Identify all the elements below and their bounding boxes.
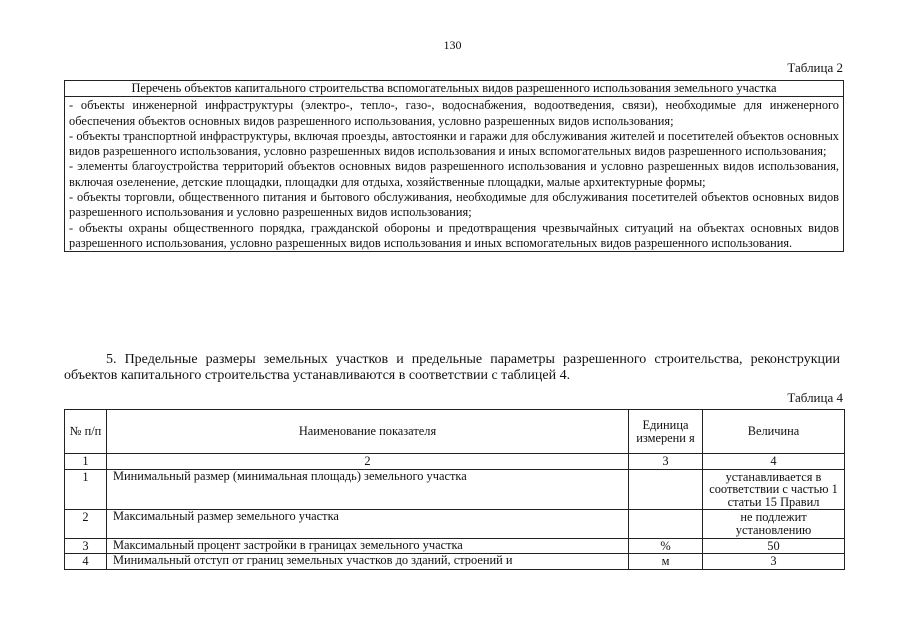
row-value: 3	[703, 554, 845, 570]
row-name	[107, 554, 629, 570]
row-name-text: Минимальный отступ от границ земельных участков до зданий, строений и	[113, 554, 513, 567]
row-num: 4	[65, 554, 107, 570]
row-name: Максимальный размер земельного участка	[107, 510, 629, 538]
list-item: - элементы благоустройства территорий объектов основных видов разрешенного использования и условно разрешенных видов использования, включая озеленение, детские площадки, площадки для отдыха, хозяйственные площадки, малые архитектурные формы;	[69, 159, 839, 189]
row-value: 50	[703, 538, 845, 554]
header-name: Наименование показателя	[107, 410, 629, 454]
index-cell: 4	[703, 454, 845, 470]
row-unit: м	[629, 554, 703, 570]
row-num: 2	[65, 510, 107, 538]
table-2-label: Таблица 2	[787, 60, 843, 75]
index-cell: 2	[107, 454, 629, 470]
table-row	[65, 538, 845, 554]
table-row	[65, 469, 845, 510]
list-item: - объекты инженерной инфраструктуры (электро-, тепло-, газо-, водоснабжения, водоотведения, связи), необходимые для инженерного обеспечения объектов основных видов разрешенного использования, условно разрешенных видов использования;	[69, 98, 839, 128]
row-value: устанавливается в соответствии с частью 1 статьи 15 Правил	[703, 469, 845, 510]
row-name: Максимальный процент застройки в границах земельного участка	[107, 538, 629, 554]
row-unit	[629, 510, 703, 538]
table-4-parameters	[64, 409, 845, 570]
paragraph-5: 5. Предельные размеры земельных участков и предельные параметры разрешенного строительства, реконструкции объектов капитального строительства устанавливаются в соответствии с таблицей 4.	[64, 352, 840, 383]
row-value: не подлежит установлению	[703, 510, 845, 538]
index-cell: 1	[65, 454, 107, 470]
table-row	[65, 554, 845, 570]
row-unit: %	[629, 538, 703, 554]
table-row	[65, 510, 845, 538]
header-unit: Единица измерени я	[629, 410, 703, 454]
table-2-body	[65, 97, 844, 252]
row-num: 1	[65, 469, 107, 510]
page-number: 130	[443, 38, 462, 52]
list-item: - объекты охраны общественного порядка, гражданской обороны и предотвращения чрезвычайных ситуаций на объектах основных видов разрешенного использования, условно разрешенных видов использования и иных вспомогательных видов разрешенного использования.	[69, 220, 839, 250]
header-num: № п/п	[65, 410, 107, 454]
row-num: 3	[65, 538, 107, 554]
list-item: - объекты транспортной инфраструктуры, включая проезды, автостоянки и гаражи для обслуживания жителей и посетителей объектов основных видов разрешенного использования, условно разрешенных видов использования и иных вспомогательных видов разрешенного использования;	[69, 128, 839, 159]
table-4-label: Таблица 4	[787, 390, 843, 405]
list-item: - объекты торговли, общественного питания и бытового обслуживания, необходимые для обслуживания посетителей объектов основных видов разрешенного использования и условно разрешенных видов использования;	[69, 190, 839, 220]
row-unit	[629, 469, 703, 510]
table-2-auxiliary-uses	[64, 80, 844, 252]
row-name: Минимальный размер (минимальная площадь) земельного участка	[107, 469, 629, 510]
table-2-header: Перечень объектов капитального строительства вспомогательных видов разрешенного использования земельного участка	[65, 81, 844, 97]
header-value: Величина	[703, 410, 845, 454]
table-index-row	[65, 454, 845, 470]
index-cell: 3	[629, 454, 703, 470]
